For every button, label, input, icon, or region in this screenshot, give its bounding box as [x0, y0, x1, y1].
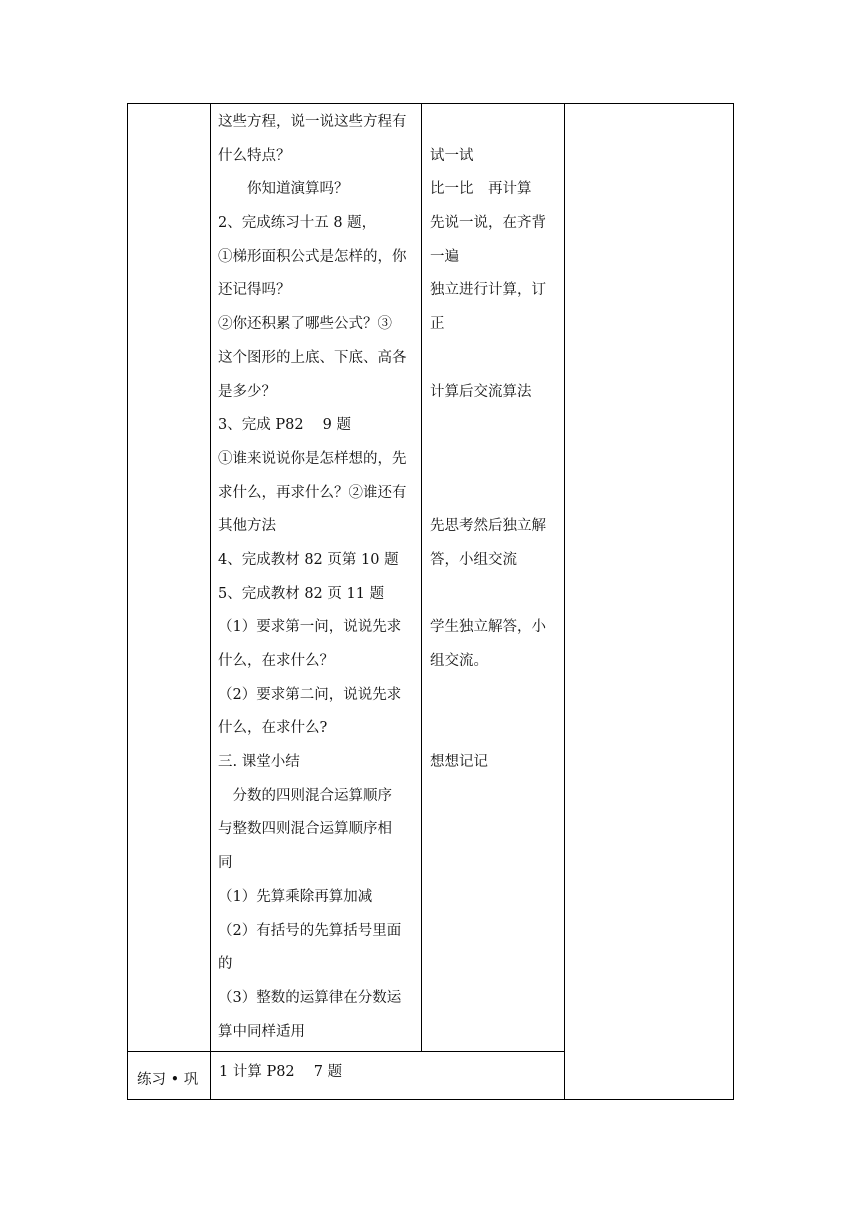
- practice-label: 练习 • 巩: [137, 1072, 199, 1088]
- student-line: 先说一说，在齐背: [430, 215, 546, 232]
- lesson-line: 分数的四则混合运算顺序: [218, 787, 392, 804]
- column-divider-2: [421, 103, 422, 1051]
- lesson-line: 其他方法: [218, 518, 276, 535]
- student-line: [430, 679, 546, 713]
- lesson-line: 同: [218, 855, 233, 872]
- student-line: 试一试: [430, 147, 474, 164]
- student-line: [430, 342, 546, 376]
- student-line: [430, 578, 546, 612]
- practice-content: 1 计算 P82 7 题: [219, 1064, 343, 1080]
- student-line: 答，小组交流: [430, 551, 517, 568]
- lesson-line: 是多少？: [218, 383, 276, 400]
- student-line: 正: [430, 316, 445, 333]
- lesson-line: 你知道演算吗？: [218, 181, 349, 198]
- student-line: 学生独立解答，小: [430, 619, 546, 636]
- lesson-line: （1）先算乘除再算加减: [218, 888, 373, 905]
- lesson-line: 4、完成教材 82 页第 10 题: [218, 551, 399, 568]
- lesson-line: ①谁来说说你是怎样想的，先: [218, 450, 407, 467]
- row-divider: [127, 1051, 564, 1052]
- lesson-line: 什么特点？: [218, 147, 291, 164]
- student-line: [430, 477, 546, 511]
- student-line: [430, 106, 546, 140]
- lesson-line: 求什么，再求什么？②谁还有: [218, 484, 407, 501]
- lesson-line: 这些方程，说一说这些方程有: [218, 114, 407, 130]
- student-line: 组交流。: [430, 653, 488, 669]
- student-line: 比一比 再计算: [430, 181, 532, 198]
- lesson-line: 算中同样适用: [218, 1023, 305, 1040]
- column-divider-3: [564, 103, 565, 1100]
- student-line: 一遍: [430, 248, 459, 265]
- student-line: [430, 409, 546, 443]
- lesson-line: （1）要求第一问，说说先求: [218, 619, 402, 636]
- lesson-line: 与整数四则混合运算顺序相: [218, 821, 392, 838]
- lesson-line: 什么，在求什么?: [218, 720, 328, 737]
- table-right-border: [733, 103, 734, 1100]
- lesson-content-column: [218, 106, 407, 1049]
- table-left-border: [127, 103, 128, 1100]
- lesson-line: 三. 课堂小结: [218, 754, 300, 771]
- lesson-line: 3、完成 P82 9 题: [218, 417, 351, 434]
- student-line: [430, 443, 546, 477]
- lesson-line: 还记得吗？: [218, 282, 291, 299]
- lesson-line: 这个图形的上底、下底、高各: [218, 349, 407, 366]
- lesson-line: 5、完成教材 82 页 11 题: [218, 585, 385, 602]
- student-line: 先思考然后独立解: [430, 518, 546, 535]
- table-top-border: [127, 103, 733, 104]
- lesson-line: 2、完成练习十五 8 题，: [218, 215, 377, 232]
- lesson-line: ①梯形面积公式是怎样的，你: [218, 248, 407, 265]
- lesson-line: ②你还积累了哪些公式？③: [218, 316, 392, 333]
- student-line: 计算后交流算法: [430, 383, 532, 400]
- lesson-line: 的: [218, 956, 233, 973]
- student-line: 想想记记: [430, 754, 488, 771]
- lesson-line: （3）整数的运算律在分数运: [218, 989, 402, 1006]
- lesson-line: 什么，在求什么？: [218, 653, 334, 669]
- student-activity-column: [430, 106, 546, 780]
- student-line: [430, 712, 546, 746]
- student-line: 独立进行计算，订: [430, 282, 546, 299]
- column-divider-1: [210, 103, 211, 1100]
- lesson-line: （2）要求第二问，说说先求: [218, 686, 402, 703]
- table-bottom-border: [127, 1099, 733, 1100]
- lesson-line: （2）有括号的先算括号里面: [218, 922, 402, 939]
